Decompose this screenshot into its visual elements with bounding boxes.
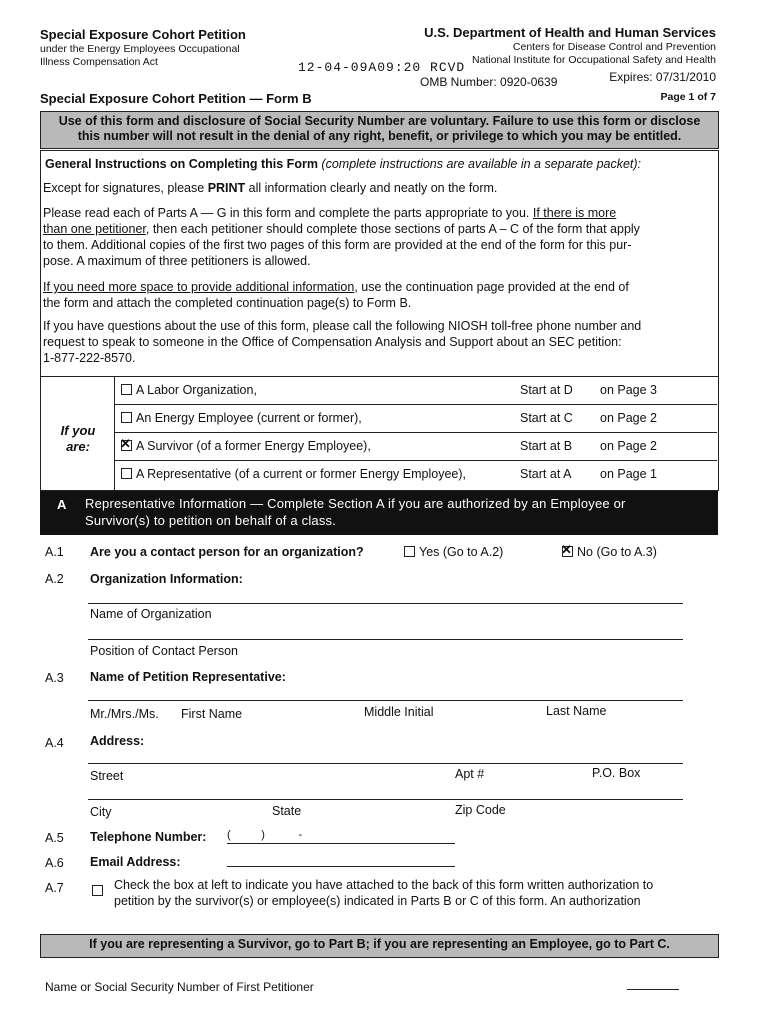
role-start-representative: Start at A bbox=[520, 467, 572, 481]
if-you-are-label bbox=[58, 423, 98, 455]
agency-sub-1: Centers for Disease Control and Prevention bbox=[512, 41, 716, 53]
instruction-print-c: all information clearly and neatly on the form. bbox=[245, 181, 498, 195]
a3-label: Name of Petition Representative: bbox=[90, 670, 286, 684]
agency-sub-2: National Institute for Occupational Safety and Health bbox=[472, 54, 716, 66]
role-label-labor: A Labor Organization, bbox=[136, 383, 257, 397]
form-name: Special Exposure Cohort Petition — Form B bbox=[40, 91, 312, 106]
role-row-representative[interactable] bbox=[121, 466, 466, 482]
a1-yes-label: Yes (Go to A.2) bbox=[419, 545, 504, 559]
section-a-title-2: Survivor(s) to petition on behalf of a class. bbox=[85, 513, 337, 528]
a7-text bbox=[114, 877, 719, 909]
role-start-employee: Start at C bbox=[520, 411, 573, 425]
role-page-representative: on Page 1 bbox=[600, 467, 657, 481]
checkbox-employee[interactable] bbox=[121, 412, 132, 423]
checkbox-labor[interactable] bbox=[121, 384, 132, 395]
if-you-are-label-1: If you bbox=[60, 423, 96, 438]
instruction-more-space-a: , use the continuation page provided at the end of bbox=[354, 280, 629, 294]
section-a-title bbox=[85, 495, 626, 529]
section-a-title-1: Representative Information — Complete Section A if you are authorized by an Employee or bbox=[85, 496, 626, 511]
checkbox-a1-yes[interactable] bbox=[404, 546, 415, 557]
instruction-parts-c: to them. Additional copies of the first two pages of this form are provided at the end of the form for this pur- bbox=[43, 238, 632, 252]
checkbox-representative[interactable] bbox=[121, 468, 132, 479]
a2-number: A.2 bbox=[45, 572, 64, 586]
instruction-print-a: Except for signatures, please bbox=[43, 181, 208, 195]
checkbox-survivor[interactable] bbox=[121, 440, 132, 451]
org-name-line[interactable] bbox=[88, 603, 683, 604]
instruction-parts-u1: If there is more bbox=[532, 206, 617, 220]
received-stamp: 12-04-09A09:20 RCVD bbox=[298, 60, 466, 75]
a1-number: A.1 bbox=[45, 545, 64, 559]
if-you-are-label-2: are: bbox=[66, 439, 90, 454]
role-row-employee[interactable] bbox=[121, 410, 362, 426]
a5-label: Telephone Number: bbox=[90, 830, 207, 844]
telephone-mask: ( ) - bbox=[227, 829, 303, 841]
instruction-questions-c: 1-877-222-8570. bbox=[43, 351, 136, 365]
omb-number: OMB Number: 0920-0639 bbox=[420, 75, 558, 89]
instructions-heading-note: (complete instructions are available in a separate packet): bbox=[321, 157, 642, 171]
instruction-questions-a: If you have questions about the use of this form, please call the following NIOSH toll-free phone number and bbox=[43, 319, 642, 333]
privacy-notice bbox=[40, 111, 719, 149]
instruction-parts-b: , then each petitioner should complete those sections of parts A – C of the form that apply bbox=[145, 222, 640, 236]
page-number: Page 1 of 7 bbox=[660, 91, 716, 103]
a3-number: A.3 bbox=[45, 671, 64, 685]
checkbox-a1-no[interactable] bbox=[562, 546, 573, 557]
role-label-survivor: A Survivor (of a former Energy Employee), bbox=[136, 439, 371, 453]
routing-notice: If you are representing a Survivor, go to Part B; if you are representing an Employee, go to Part C. bbox=[40, 934, 719, 958]
a7-number: A.7 bbox=[45, 881, 64, 895]
a1-yes-option[interactable] bbox=[404, 544, 503, 560]
telephone-line[interactable] bbox=[227, 843, 455, 844]
role-start-labor: Start at D bbox=[520, 383, 573, 397]
section-a-letter: A bbox=[57, 497, 67, 512]
a7-text-1: Check the box at left to indicate you have attached to the back of this form written authorization to bbox=[114, 878, 654, 892]
instruction-more-space-b: the form and attach the completed continuation page(s) to Form B. bbox=[43, 296, 412, 310]
contact-position-label: Position of Contact Person bbox=[90, 644, 238, 658]
role-page-labor: on Page 3 bbox=[600, 383, 657, 397]
role-start-survivor: Start at B bbox=[520, 439, 573, 453]
first-name-label: First Name bbox=[181, 707, 243, 721]
city-line[interactable] bbox=[88, 799, 683, 800]
a4-number: A.4 bbox=[45, 736, 64, 750]
agency-name: U.S. Department of Health and Human Services bbox=[424, 25, 716, 40]
role-label-employee: An Energy Employee (current or former), bbox=[136, 411, 362, 425]
instructions-heading bbox=[45, 156, 715, 172]
last-name-label: Last Name bbox=[546, 704, 607, 718]
city-label: City bbox=[90, 805, 112, 819]
state-label: State bbox=[272, 804, 302, 818]
form-title: Special Exposure Cohort Petition bbox=[40, 27, 246, 42]
zip-label: Zip Code bbox=[455, 803, 506, 817]
a1-question: Are you a contact person for an organization? bbox=[90, 545, 364, 559]
instruction-questions bbox=[43, 318, 715, 366]
checkbox-a7-authorization[interactable] bbox=[92, 885, 103, 896]
a1-no-option[interactable] bbox=[562, 544, 657, 560]
a2-label: Organization Information: bbox=[90, 572, 243, 586]
section-a-header bbox=[40, 491, 718, 535]
email-line[interactable] bbox=[227, 866, 455, 867]
role-label-representative: A Representative (of a current or former Energy Employee), bbox=[136, 467, 467, 481]
role-row-survivor[interactable] bbox=[121, 438, 371, 454]
instruction-questions-b: request to speak to someone in the Office of Compensation Analysis and Support about an SEC petition: bbox=[43, 335, 622, 349]
expiration-date: Expires: 07/31/2010 bbox=[609, 70, 716, 84]
act-line-2: Illness Compensation Act bbox=[40, 56, 158, 68]
instruction-print-b: PRINT bbox=[207, 181, 246, 195]
name-prefix-label: Mr./Mrs./Ms. bbox=[90, 707, 159, 721]
footer-line[interactable] bbox=[627, 989, 679, 990]
instruction-more-space bbox=[43, 279, 715, 311]
contact-position-line[interactable] bbox=[88, 639, 683, 640]
street-line[interactable] bbox=[88, 763, 683, 764]
instruction-print bbox=[43, 180, 715, 196]
instruction-parts-d: pose. A maximum of three petitioners is allowed. bbox=[43, 254, 311, 268]
role-row-labor[interactable] bbox=[121, 382, 257, 398]
street-label: Street bbox=[90, 769, 124, 783]
a6-number: A.6 bbox=[45, 856, 64, 870]
instructions-heading-text: General Instructions on Completing this Form bbox=[45, 157, 318, 171]
a4-label: Address: bbox=[90, 734, 145, 748]
middle-initial-label: Middle Initial bbox=[364, 705, 434, 719]
privacy-notice-line-2: this number will not result in the denial of any right, benefit, or privilege to which you may be entitled. bbox=[77, 129, 682, 143]
role-page-survivor: on Page 2 bbox=[600, 439, 657, 453]
instruction-parts-a: Please read each of Parts A — G in this form and complete the parts appropriate to you. bbox=[43, 206, 533, 220]
a5-number: A.5 bbox=[45, 831, 64, 845]
footer-petitioner-label: Name or Social Security Number of First Petitioner bbox=[45, 980, 314, 994]
role-page-employee: on Page 2 bbox=[600, 411, 657, 425]
privacy-notice-line-1: Use of this form and disclosure of Social Security Number are voluntary. Failure to use this form or disclose bbox=[58, 114, 701, 128]
instruction-more-space-u: If you need more space to provide additional information bbox=[43, 280, 355, 294]
a6-label: Email Address: bbox=[90, 855, 181, 869]
representative-name-line[interactable] bbox=[88, 700, 683, 701]
apt-label: Apt # bbox=[455, 767, 485, 781]
instruction-parts-u2: than one petitioner bbox=[43, 222, 146, 236]
po-box-label: P.O. Box bbox=[592, 766, 641, 780]
org-name-label: Name of Organization bbox=[90, 607, 212, 621]
a7-text-2: petition by the survivor(s) or employee(s) indicated in Parts B or C of this form. An authorization bbox=[114, 894, 641, 908]
act-line-1: under the Energy Employees Occupational bbox=[40, 43, 240, 55]
instruction-parts bbox=[43, 205, 715, 269]
a1-no-label: No (Go to A.3) bbox=[577, 545, 657, 559]
